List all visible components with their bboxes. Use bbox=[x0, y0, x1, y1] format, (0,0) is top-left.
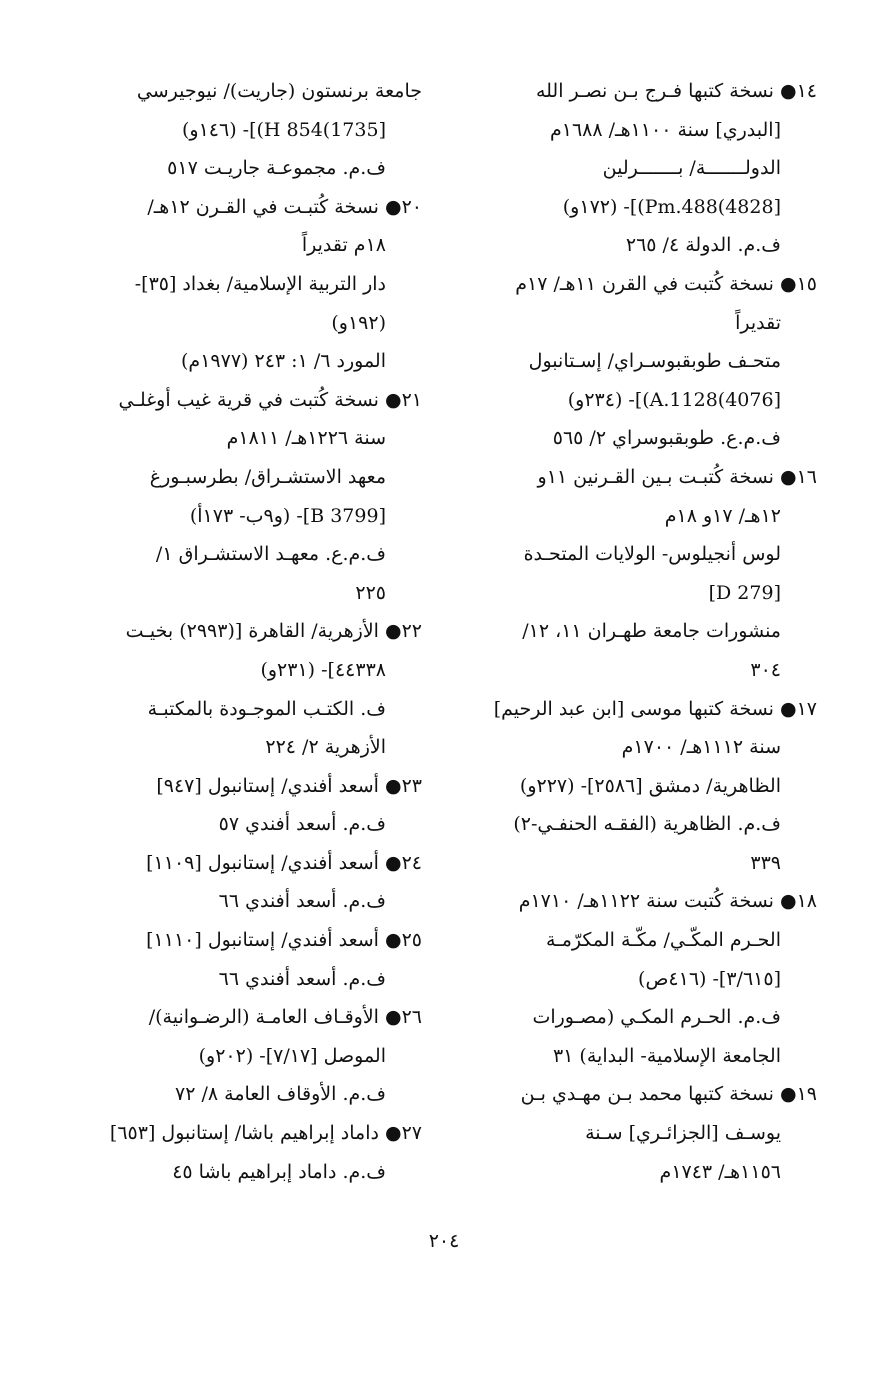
entry-detail-line: ٣٣٩ bbox=[750, 851, 781, 874]
entry-detail-line: سنة ١١١٢هـ/ ١٧٠٠م bbox=[621, 736, 781, 759]
entry-detail-line: ٢٢٥ bbox=[355, 581, 386, 604]
entry-heading-line: ٢٣● أسعد أفندي/ إستانبول [٩٤٧] bbox=[156, 774, 422, 797]
entry-heading-line: ٢٦● الأوقـاف العامـة (الرضـوانية)/ bbox=[148, 1006, 422, 1029]
manuscript-entry bbox=[462, 72, 817, 265]
manuscript-entry bbox=[90, 844, 422, 921]
entry-detail-line: الجامعة الإسلامية- البداية) ٣١ bbox=[552, 1044, 781, 1067]
entry-detail-line: الظاهرية/ دمشق [٢٥٨٦]- (٢٢٧و) bbox=[519, 774, 781, 797]
entry-detail-line: ف.م.ع. طوبقبوسراي ٢/ ٥٦٥ bbox=[552, 427, 781, 450]
entry-detail-line: ف.م. أسعد أفندي ٦٦ bbox=[218, 967, 386, 990]
left-column bbox=[90, 72, 422, 1191]
entry-detail-line: ف. الكتـب الموجـودة بالمكتبـة bbox=[147, 697, 386, 720]
entry-detail-line: [4828)Pm.488)]- (١٧٢و) bbox=[562, 195, 781, 218]
entry-detail-line: ٣٠٤ bbox=[750, 658, 781, 681]
entry-heading-line: ٢٥● أسعد أفندي/ إستانبول [١١١٠] bbox=[146, 929, 422, 952]
entry-detail-line: ف.م. الظاهرية (الفقـه الحنفـي-٢) bbox=[513, 813, 781, 836]
entry-detail-line: معهد الاستشـراق/ بطرسبـورغ bbox=[149, 465, 386, 488]
manuscript-entry bbox=[462, 458, 817, 690]
entry-detail-line: ف.م. الدولة ٤/ ٢٦٥ bbox=[625, 234, 781, 257]
entry-detail-line: متحـف طوبقبوسـراي/ إسـتانبول bbox=[528, 350, 781, 373]
entry-detail-line: تقديراً bbox=[735, 311, 781, 334]
entry-detail-line: منشورات جامعة طهـران ١١، ١٢/ bbox=[522, 620, 781, 643]
manuscript-entry bbox=[90, 381, 422, 613]
manuscript-entry bbox=[462, 882, 817, 1075]
entry-heading-line: ٢٠● نسخة كُتبـت في القـرن ١٢هـ/ bbox=[147, 195, 422, 218]
entry-detail-line: ١٢هـ/ ١٧و ١٨م bbox=[664, 504, 781, 527]
entry-detail-line: المورد ٦/ ١: ٢٤٣ (١٩٧٧م) bbox=[181, 350, 386, 373]
entry-detail-line: ١١٥٦هـ/ ١٧٤٣م bbox=[659, 1160, 781, 1183]
entry-detail-line: الدولـــــــة/ بـــــــرلين bbox=[602, 157, 781, 180]
right-column bbox=[462, 72, 817, 1191]
manuscript-entry bbox=[462, 1075, 817, 1191]
entry-detail-line: يوسـف [الجزائـري] سـنة bbox=[585, 1122, 781, 1145]
entry-detail-line: ف.م. الأوقاف العامة ٨/ ٧٢ bbox=[175, 1083, 386, 1106]
entry-heading-line: ٢٢● الأزهرية/ القاهرة [(٢٩٩٣) بخيـت bbox=[125, 620, 422, 643]
page-number: ٢٠٤ bbox=[428, 1230, 460, 1252]
manuscript-entry bbox=[90, 1114, 422, 1191]
entry-heading-line: ٢١● نسخة كُتبت في قرية غيب أوغلـي bbox=[118, 388, 422, 411]
entry-heading-line: ١٧● نسخة كتبها موسى [ابن عبد الرحيم] bbox=[493, 697, 817, 720]
entry-heading-line: جامعة برنستون (جاريت)/ نيوجيرسي bbox=[136, 80, 422, 102]
entry-detail-line: [1735)854 H)]- (١٤٦و) bbox=[181, 118, 386, 141]
entry-detail-line: (١٩٢و) bbox=[331, 311, 386, 334]
entry-heading-line: ٢٤● أسعد أفندي/ إستانبول [١١٠٩] bbox=[146, 851, 422, 874]
manuscript-entry bbox=[462, 690, 817, 883]
entry-detail-line: [B 3799]- (و٩ب- ١٧٣أ) bbox=[189, 504, 386, 527]
manuscript-entry bbox=[90, 921, 422, 998]
entry-detail-line: ف.م. أسعد أفندي ٦٦ bbox=[218, 890, 386, 913]
entry-detail-line: دار التربية الإسلامية/ بغداد [٣٥]- bbox=[134, 272, 386, 295]
entry-heading-line: ٢٧● داماد إبراهيم باشا/ إستانبول [٦٥٣] bbox=[109, 1122, 422, 1145]
entry-detail-line: [D 279] bbox=[708, 581, 781, 604]
entry-detail-line: ف.م. أسعد أفندي ٥٧ bbox=[218, 813, 386, 836]
entry-detail-line: [٣/٦١٥]- (٤١٦ص) bbox=[638, 967, 781, 990]
entry-heading-line: ١٦● نسخة كُتبـت بـين القـرنين ١١و bbox=[537, 465, 817, 488]
entry-heading-line: ١٨● نسخة كُتبت سنة ١١٢٢هـ/ ١٧١٠م bbox=[518, 890, 817, 913]
entry-detail-line: ٤٤٣٣٨]- (٢٣١و) bbox=[260, 658, 386, 681]
entry-detail-line: ف.م.ع. معهـد الاستشـراق ١/ bbox=[155, 543, 386, 566]
entry-detail-line: ف.م. مجموعـة جاريـت ٥١٧ bbox=[167, 157, 386, 180]
entry-detail-line: ١٨م تقديراً bbox=[301, 234, 386, 257]
entry-detail-line: الحـرم المكّـي/ مكّـة المكرّمـة bbox=[546, 929, 781, 952]
manuscript-entry bbox=[462, 265, 817, 458]
manuscript-entry bbox=[90, 767, 422, 844]
entry-detail-line: ف.م. الحـرم المكـي (مصـورات bbox=[532, 1006, 781, 1029]
manuscript-entry bbox=[90, 998, 422, 1114]
entry-detail-line: [البدري] سنة ١١٠٠هـ/ ١٦٨٨م bbox=[549, 118, 781, 141]
manuscript-entry bbox=[90, 188, 422, 381]
manuscript-entry bbox=[90, 72, 422, 188]
entry-detail-line: [4076)A.1128)]- (٢٣٤و) bbox=[567, 388, 781, 411]
entry-detail-line: الموصل [٧/١٧]- (٢٠٢و) bbox=[198, 1044, 386, 1067]
entry-detail-line: الأزهرية ٢/ ٢٢٤ bbox=[265, 736, 386, 759]
manuscript-entry bbox=[90, 612, 422, 766]
entry-heading-line: ١٤● نسخة كتبها فـرج بـن نصـر الله bbox=[535, 80, 817, 102]
entry-detail-line: لوس أنجيلوس- الولايات المتحـدة bbox=[523, 543, 781, 566]
entry-detail-line: ف.م. داماد إبراهيم باشا ٤٥ bbox=[172, 1160, 386, 1183]
entry-heading-line: ١٩● نسخة كتبها محمد بـن مهـدي بـن bbox=[520, 1083, 817, 1106]
entry-heading-line: ١٥● نسخة كُتبت في القرن ١١هـ/ ١٧م bbox=[515, 272, 817, 295]
entry-detail-line: سنة ١٢٢٦هـ/ ١٨١١م bbox=[226, 427, 386, 450]
